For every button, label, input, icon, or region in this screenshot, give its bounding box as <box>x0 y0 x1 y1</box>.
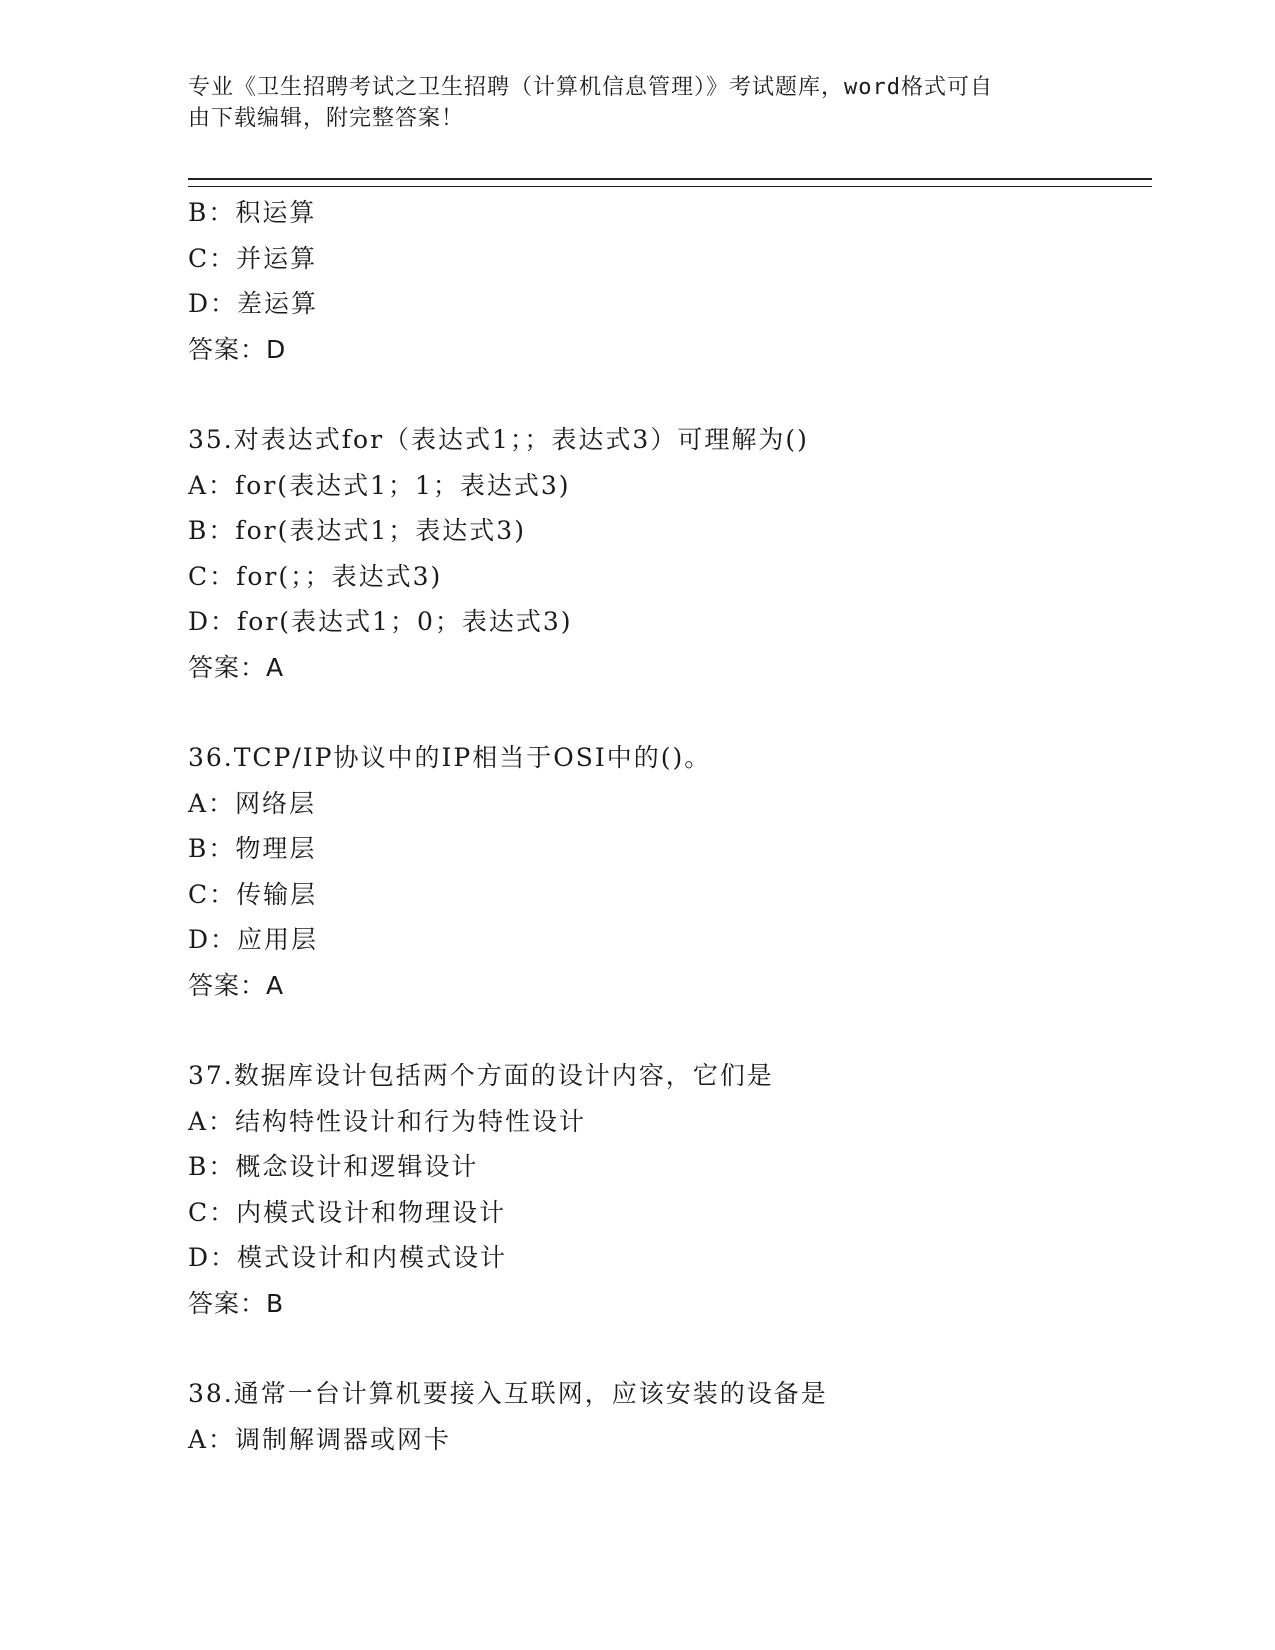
block-spacer <box>188 690 1148 735</box>
option-line: D：for(表达式1；0；表达式3) <box>188 607 573 636</box>
answer-line: 答案：A <box>188 652 285 682</box>
question-block <box>188 1053 1148 1326</box>
header-divider <box>188 178 1152 187</box>
option-line: B：积运算 <box>188 198 317 227</box>
header-line-2: 由下载编辑，附完整答案！ <box>188 106 465 131</box>
option-line: B：for(表达式1；表达式3) <box>188 516 526 545</box>
question-text: 37.数据库设计包括两个方面的设计内容，它们是 <box>188 1061 774 1090</box>
question-list <box>188 190 1148 1462</box>
option-line: A：结构特性设计和行为特性设计 <box>188 1106 587 1136</box>
block-spacer <box>188 1008 1148 1053</box>
option-line: C：传输层 <box>188 879 318 909</box>
option-line: D：应用层 <box>188 925 319 954</box>
block-spacer <box>188 1326 1148 1371</box>
option-line: C：内模式设计和物理设计 <box>188 1197 507 1227</box>
option-line: D：差运算 <box>188 289 319 318</box>
option-line: C：并运算 <box>188 243 318 273</box>
question-block <box>188 735 1148 1008</box>
option-line: D：模式设计和内模式设计 <box>188 1243 508 1272</box>
answer-line: 答案：A <box>188 970 285 1000</box>
question-block <box>188 417 1148 690</box>
question-block <box>188 1371 1148 1462</box>
option-line: A：调制解调器或网卡 <box>188 1424 452 1454</box>
header-line-1: 专业《卫生招聘考试之卫生招聘（计算机信息管理）》考试题库，word格式可自 <box>188 75 993 100</box>
option-line: A：网络层 <box>188 788 317 818</box>
question-text: 38.通常一台计算机要接入互联网，应该安装的设备是 <box>188 1379 828 1408</box>
question-text: 36.TCP/IP协议中的IP相当于OSI中的()。 <box>188 743 712 772</box>
page-header <box>188 72 1068 134</box>
answer-line: 答案：B <box>188 1288 285 1318</box>
question-text: 35.对表达式for（表达式1；；表达式3）可理解为() <box>188 425 809 454</box>
option-line: B：物理层 <box>188 834 317 863</box>
question-block <box>188 190 1148 372</box>
answer-line: 答案：D <box>188 334 287 364</box>
option-line: A：for(表达式1；1；表达式3) <box>188 470 571 500</box>
option-line: C：for(；；表达式3) <box>188 561 443 591</box>
option-line: B：概念设计和逻辑设计 <box>188 1152 479 1181</box>
block-spacer <box>188 372 1148 417</box>
